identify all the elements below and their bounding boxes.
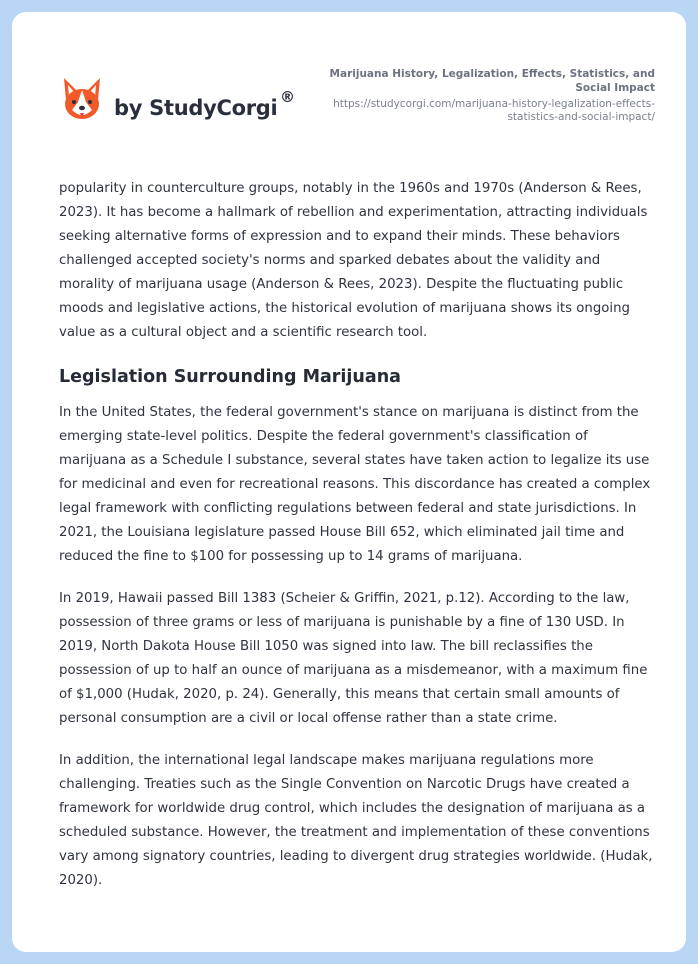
document-url[interactable]: https://studycorgi.com/marijuana-history-legalization-effects-statistics-and-social-impact/	[333, 98, 655, 123]
body-paragraph: In the United States, the federal government's stance on marijuana is distinct from the emerging state-level politics. Despite the federal government's classification of marijuana as a Schedule I substance, several states have taken action to legalize its use for medicinal and even for recreational reasons. This discordance has created a complex legal framework with conflicting regulations between federal and state jurisdictions. In 2021, the Louisiana legislature passed House Bill 652, which eliminated jail time and reduced the fine to $100 for possessing up to 14 grams of marijuana.	[59, 405, 651, 564]
document-meta	[295, 67, 655, 124]
body-paragraph: In 2019, Hawaii passed Bill 1383 (Scheier & Griffin, 2021, p.12). According to the law, possession of three grams or less of marijuana is punishable by a fine of 130 USD. In 2019, North Dakota House Bill 1050 was signed into law. The bill reclassifies the possession of up to half an ounce of marijuana as a misdemeanor, with a maximum fine of $1,000 (Hudak, 2020, p. 24). Generally, this means that certain small amounts of personal consumption are a civil or local offense rather than a state crime.	[59, 591, 648, 726]
document-page	[12, 12, 686, 952]
body-paragraph: In addition, the international legal landscape makes marijuana regulations more challenging. Treaties such as the Single Convention on Narcotic Drugs have created a framework for worldwide drug control, which includes the designation of marijuana as a scheduled substance. However, the treatment and implementation of these conventions vary among signatory countries, leading to divergent drug strategies worldwide. (Hudak, 2020).	[59, 753, 653, 888]
intro-paragraph: popularity in counterculture groups, notably in the 1960s and 1970s (Anderson & Rees, 2023). It has become a hallmark of rebellion and experimentation, attracting individuals seeking alternative forms of expression and to expand their minds. These behaviors challenged accepted society's norms and sparked debates about the validity and morality of marijuana usage (Anderson & Rees, 2023). Despite the fluctuating public moods and legislative actions, the historical evolution of marijuana shows its ongoing value as a cultural object and a scientific research tool.	[59, 181, 648, 340]
document-body	[59, 177, 659, 911]
corgi-logo-icon	[60, 76, 104, 124]
brand-name: by StudyCorgi	[114, 96, 278, 120]
registered-mark: ®	[280, 88, 295, 106]
page-header	[12, 12, 686, 152]
document-title: Marijuana History, Legalization, Effects, Statistics, and Social Impact	[329, 68, 655, 94]
studycorgi-logo[interactable]	[60, 76, 300, 140]
section-heading: Legislation Surrounding Marijuana	[59, 367, 401, 387]
